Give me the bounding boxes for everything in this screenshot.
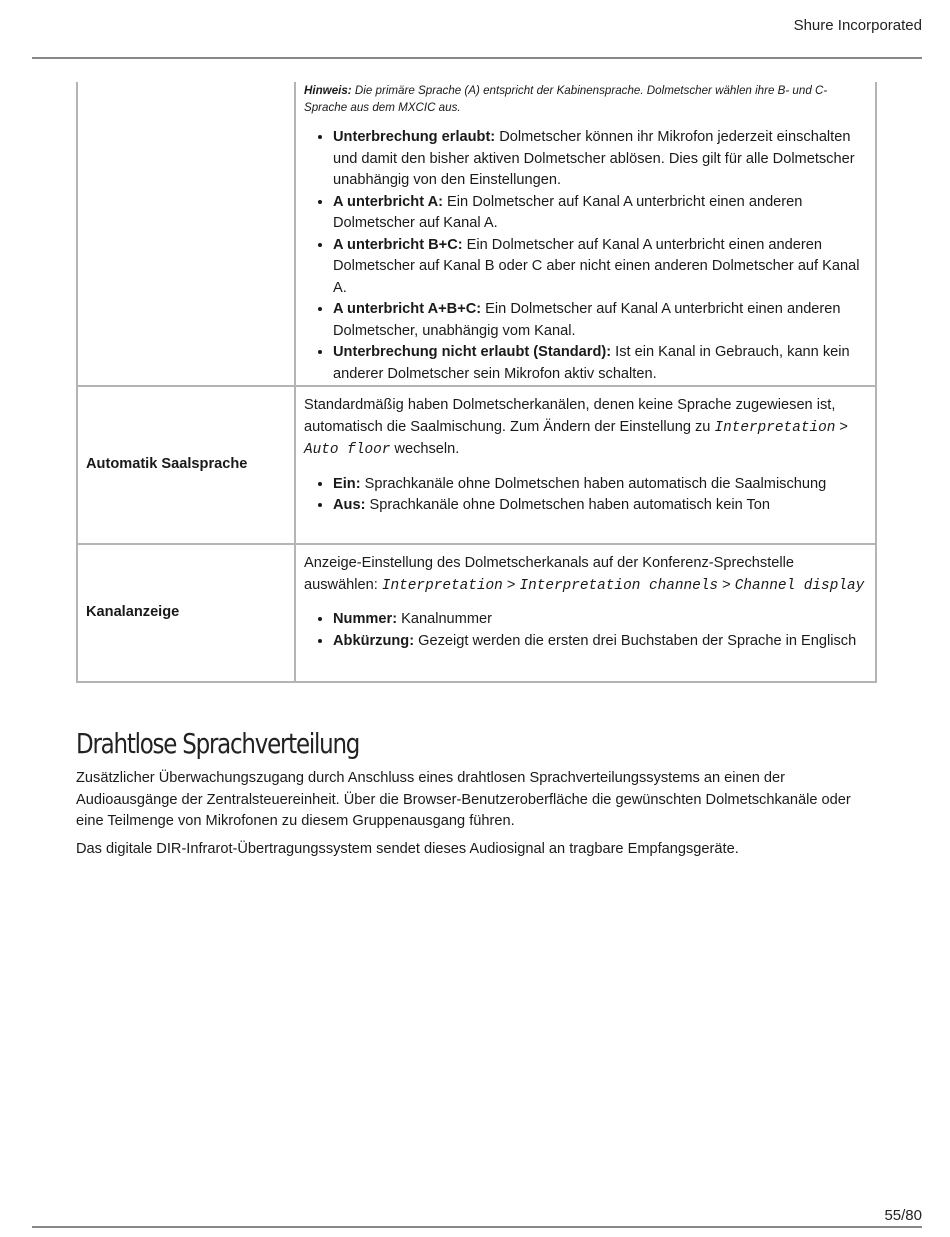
hint-text: Die primäre Sprache (A) entspricht der Kabinensprache. Dolmetscher wählen ihre B- und C-Sprache aus dem MXCIC aus.	[304, 84, 828, 114]
item-text: Dolmetscher können ihr Mikrofon jederzeit einschalten und damit den bisher aktiven Dolmetscher ablösen. Dies gilt für alle Dolmetscher unabhängig von den Einstellungen.	[333, 129, 855, 188]
list-item	[333, 127, 867, 192]
table-row	[77, 82, 876, 386]
section-paragraph: Zusätzlicher Überwachungszugang durch Anschluss eines drahtlosen Sprachverteilungssystems an einen der Audioausgänge der Zentralsteuereinheit. Über die Browser-Benutzeroberfläche die gewünschten Dolmetschkanäle oder eine Teilmenge von Mikrofonen zu diesem Gruppenausgang führen.	[76, 770, 851, 830]
menu-path: Auto floor	[304, 442, 391, 458]
header-divider	[32, 57, 922, 59]
table-row	[77, 544, 876, 682]
table-label-cell: Kanalanzeige	[77, 544, 295, 682]
cell-paragraph	[304, 553, 867, 597]
item-text: Ein Dolmetscher auf Kanal A unterbricht einen anderen Dolmetscher auf Kanal A.	[333, 193, 803, 231]
item-text: Ist ein Kanal in Gebrauch, kann kein anderer Dolmetscher sein Mikrofon aktiv schalten.	[333, 344, 850, 382]
table-label-cell: Automatik Saalsprache	[77, 386, 295, 544]
item-term: A unterbricht B+C:	[333, 236, 463, 253]
item-text: Ein Dolmetscher auf Kanal A unterbricht einen anderen Dolmetscher auf Kanal B oder C aber nicht einen anderen Dolmetscher auf Kanal A.	[333, 236, 860, 296]
header-company: Shure Incorporated	[793, 17, 922, 34]
path-separator: >	[502, 576, 520, 593]
item-term: A unterbricht A+B+C:	[333, 301, 482, 317]
item-term: Aus:	[333, 497, 366, 513]
outro-text: wechseln.	[390, 441, 460, 457]
section-body	[76, 768, 876, 866]
table-content-cell	[295, 544, 876, 682]
item-term: Abkürzung:	[333, 632, 415, 649]
item-text: Sprachkanäle ohne Dolmetschen haben automatisch die Saalmischung	[360, 475, 827, 492]
settings-table	[76, 82, 877, 683]
list-item	[333, 631, 867, 653]
hint-note	[304, 82, 867, 116]
path-separator: >	[835, 418, 848, 435]
channel-display-options-list	[304, 609, 867, 652]
table-label-cell	[77, 82, 295, 386]
item-term: Ein:	[333, 475, 361, 492]
item-text: Gezeigt werden die ersten drei Buchstaben der Sprache in Englisch	[414, 632, 857, 649]
auto-floor-options-list	[304, 474, 867, 517]
footer-divider	[32, 1226, 922, 1228]
item-term: Nummer:	[333, 611, 398, 627]
table-row	[77, 386, 876, 544]
item-term: Unterbrechung erlaubt:	[333, 129, 496, 145]
item-text: Sprachkanäle ohne Dolmetschen haben automatisch kein Ton	[365, 497, 770, 513]
list-item	[333, 235, 867, 300]
item-term: A unterbricht A:	[333, 193, 443, 210]
list-item	[333, 495, 867, 517]
intro-text: Standardmäßig haben Dolmetscherkanälen, denen keine Sprache zugewiesen ist, automatisch die Saalmischung. Zum Ändern der Einstellung zu	[304, 397, 836, 435]
list-item	[333, 342, 867, 385]
cell-paragraph	[304, 395, 867, 462]
page-number: 55/80	[884, 1207, 922, 1224]
list-item	[333, 609, 867, 631]
list-item	[333, 192, 867, 235]
item-text: Kanalnummer	[397, 611, 492, 627]
item-text: Ein Dolmetscher auf Kanal A unterbricht einen anderen Dolmetscher, unabhängig vom Kanal.	[333, 301, 841, 339]
list-item	[333, 474, 867, 496]
intro-text: Anzeige-Einstellung des Dolmetscherkanals auf der Konferenz-Sprechstelle auswählen:	[304, 555, 794, 593]
interrupt-options-list	[304, 127, 867, 385]
menu-path: Interpretation	[714, 419, 836, 436]
path-separator: >	[718, 576, 735, 593]
hint-label: Hinweis:	[304, 84, 352, 97]
table-content-cell	[295, 386, 876, 544]
section-paragraph: Das digitale DIR-Infrarot-Übertragungssystem sendet dieses Audiosignal an tragbare Empfangsgeräte.	[76, 840, 739, 857]
list-item	[333, 299, 867, 342]
item-term: Unterbrechung nicht erlaubt (Standard):	[333, 344, 612, 360]
menu-path: Interpretation	[381, 577, 503, 594]
menu-path: Channel display	[734, 577, 865, 594]
section-heading: Drahtlose Sprachverteilung	[76, 727, 360, 760]
table-content-cell	[295, 82, 876, 386]
menu-path: Interpretation channels	[519, 577, 719, 594]
